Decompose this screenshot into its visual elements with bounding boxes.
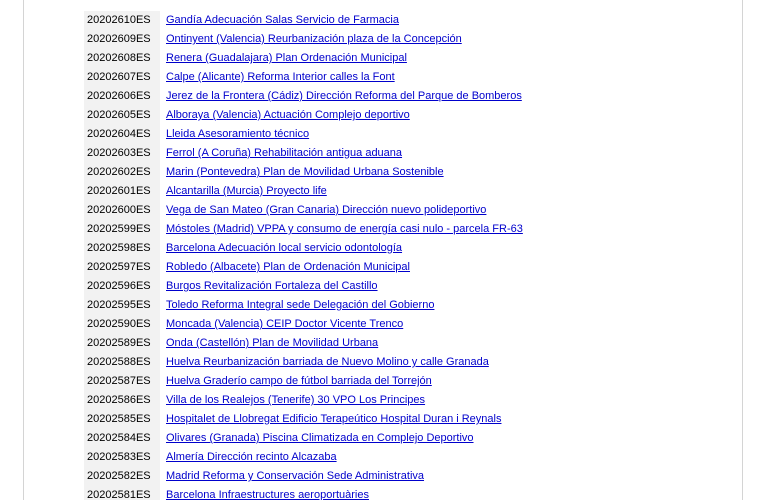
reference-code: 20202602ES	[84, 163, 160, 182]
list-item	[84, 391, 684, 410]
list-item	[84, 429, 684, 448]
list-item	[84, 11, 684, 30]
competition-link[interactable]: Lleida Asesoramiento técnico	[166, 128, 310, 140]
reference-code: 20202590ES	[84, 315, 160, 334]
list-item	[84, 220, 684, 239]
list-item	[84, 296, 684, 315]
competition-link[interactable]: Olivares (Granada) Piscina Climatizada en Complejo Deportivo	[166, 432, 474, 444]
list-item	[84, 410, 684, 429]
competition-link[interactable]: Huelva Graderío campo de fútbol barriada del Torrejón	[166, 375, 432, 387]
competition-link[interactable]: Móstoles (Madrid) VPPA y consumo de energía casi nulo - parcela FR-63	[166, 223, 523, 235]
list-item	[84, 68, 684, 87]
competition-link[interactable]: Hospitalet de Llobregat Edificio Terapeútico Hospital Duran i Reynals	[166, 413, 502, 425]
reference-code: 20202582ES	[84, 467, 160, 486]
competition-link[interactable]: Barcelona Adecuación local servicio odontología	[166, 242, 403, 254]
list-item	[84, 87, 684, 106]
reference-code: 20202601ES	[84, 182, 160, 201]
competition-link[interactable]: Jerez de la Frontera (Cádiz) Dirección Reforma del Parque de Bomberos	[166, 90, 522, 102]
competition-link[interactable]: Villa de los Realejos (Tenerife) 30 VPO Los Principes	[166, 394, 426, 406]
competition-link[interactable]: Barcelona Infraestructures aeroportuàries	[166, 489, 369, 500]
competition-link[interactable]: Moncada (Valencia) CEIP Doctor Vicente Trenco	[166, 318, 404, 330]
list-item	[84, 448, 684, 467]
competition-link[interactable]: Vega de San Mateo (Gran Canaria) Dirección nuevo polideportivo	[166, 204, 487, 216]
reference-code: 20202609ES	[84, 30, 160, 49]
reference-code: 20202597ES	[84, 258, 160, 277]
reference-code: 20202610ES	[84, 11, 160, 30]
list-item	[84, 49, 684, 68]
reference-code: 20202598ES	[84, 239, 160, 258]
reference-code: 20202586ES	[84, 391, 160, 410]
list-item	[84, 277, 684, 296]
list-item	[84, 144, 684, 163]
reference-code: 20202599ES	[84, 220, 160, 239]
competition-link[interactable]: Renera (Guadalajara) Plan Ordenación Municipal	[166, 52, 407, 64]
reference-code: 20202587ES	[84, 372, 160, 391]
competition-link[interactable]: Gandía Adecuación Salas Servicio de Farmacia	[166, 14, 399, 26]
reference-code: 20202606ES	[84, 87, 160, 106]
competition-list	[84, 11, 684, 500]
list-item	[84, 201, 684, 220]
reference-code: 20202608ES	[84, 49, 160, 68]
competition-link[interactable]: Huelva Reurbanización barriada de Nuevo Molino y calle Granada	[166, 356, 489, 368]
list-item	[84, 486, 684, 500]
reference-code: 20202600ES	[84, 201, 160, 220]
list-item	[84, 106, 684, 125]
reference-code: 20202581ES	[84, 486, 160, 500]
competition-link[interactable]: Toledo Reforma Integral sede Delegación del Gobierno	[166, 299, 435, 311]
list-item	[84, 30, 684, 49]
list-item	[84, 315, 684, 334]
reference-code: 20202595ES	[84, 296, 160, 315]
reference-code: 20202584ES	[84, 429, 160, 448]
competition-link[interactable]: Almería Dirección recinto Alcazaba	[166, 451, 337, 463]
competition-link[interactable]: Burgos Revitalización Fortaleza del Castillo	[166, 280, 378, 292]
competition-link[interactable]: Calpe (Alicante) Reforma Interior calles la Font	[166, 71, 395, 83]
list-item	[84, 258, 684, 277]
reference-code: 20202588ES	[84, 353, 160, 372]
competition-link[interactable]: Ferrol (A Coruña) Rehabilitación antigua aduana	[166, 147, 403, 159]
competition-link[interactable]: Alboraya (Valencia) Actuación Complejo deportivo	[166, 109, 410, 121]
competition-link[interactable]: Marin (Pontevedra) Plan de Movilidad Urbana Sostenible	[166, 166, 444, 178]
competition-link[interactable]: Alcantarilla (Murcia) Proyecto life	[166, 185, 327, 197]
competition-link[interactable]: Robledo (Albacete) Plan de Ordenación Municipal	[166, 261, 410, 273]
list-item	[84, 125, 684, 144]
reference-code: 20202596ES	[84, 277, 160, 296]
competition-link[interactable]: Onda (Castellón) Plan de Movilidad Urbana	[166, 337, 379, 349]
list-item	[84, 182, 684, 201]
list-item	[84, 372, 684, 391]
reference-code: 20202603ES	[84, 144, 160, 163]
reference-code: 20202607ES	[84, 68, 160, 87]
list-item	[84, 163, 684, 182]
reference-code: 20202604ES	[84, 125, 160, 144]
reference-code: 20202583ES	[84, 448, 160, 467]
list-item	[84, 353, 684, 372]
list-item	[84, 467, 684, 486]
reference-code: 20202589ES	[84, 334, 160, 353]
competition-link[interactable]: Madrid Reforma y Conservación Sede Administrativa	[166, 470, 425, 482]
reference-code: 20202585ES	[84, 410, 160, 429]
competition-link[interactable]: Ontinyent (Valencia) Reurbanización plaza de la Concepción	[166, 33, 462, 45]
reference-code: 20202605ES	[84, 106, 160, 125]
list-item	[84, 334, 684, 353]
list-item	[84, 239, 684, 258]
